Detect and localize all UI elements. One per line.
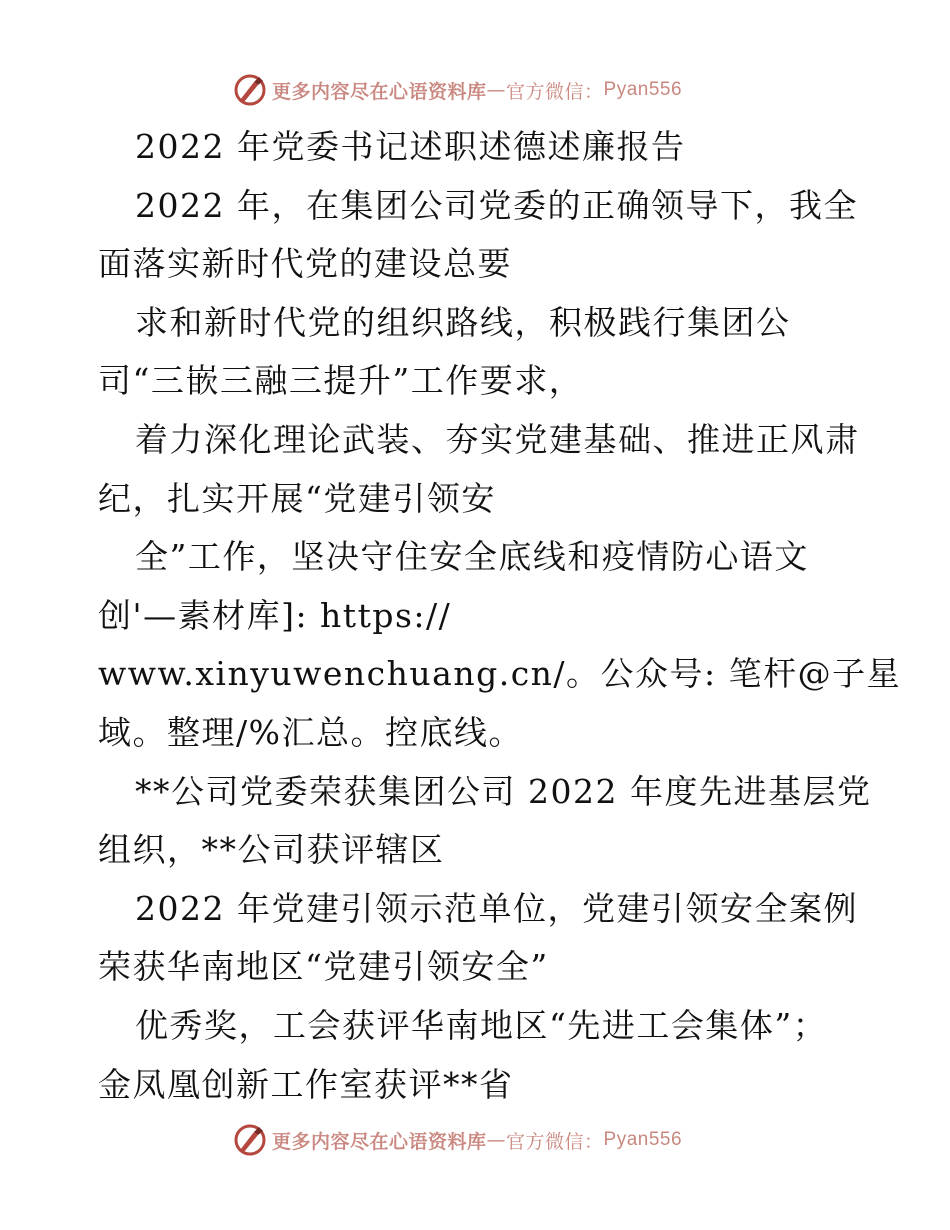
doc-line: 金凤凰创新工作室获评**省 [98,1064,514,1104]
doc-line: 全”工作，坚决守住安全底线和疫情防心语文 [135,537,809,577]
watermark-main-text: 更多内容尽在心语资料库 [272,1130,487,1153]
doc-line: 域。整理/%汇总。控底线。 [98,712,523,752]
doc-line: **公司党委荣获集团公司 2022 年度先进基层党 [135,771,872,811]
doc-line: 组织，**公司获评辖区 [98,830,445,870]
doc-line: 求和新时代党的组织路线，积极践行集团公 [135,302,791,342]
doc-line: 2022 年党委书记述职述德述廉报告 [135,127,686,166]
pen-logo-icon [232,72,268,108]
doc-line: 2022 年党建引领示范单位，党建引领安全案例 [135,888,858,928]
doc-line: www.xinyuwenchuang.cn/。公众号: 笔杆@子星 [98,654,902,694]
watermark-separator: — [486,1129,507,1151]
doc-line: 荣获华南地区“党建引领安全” [98,947,549,987]
watermark-banner-top [232,70,752,110]
watermark-wechat-label: 官方微信： [506,80,604,103]
doc-line: 2022 年，在集团公司党委的正确领导下，我全 [135,185,858,225]
doc-line: 司“三嵌三融三提升”工作要求， [98,361,584,401]
doc-line: 优秀奖，工会获评华南地区“先进工会集体”； [135,1005,828,1045]
document-body [98,118,902,1114]
doc-line: 着力深化理论武装、夯实党建基础、推进正风肃 [135,419,860,459]
watermark-wechat-label: 官方微信： [506,1130,604,1153]
watermark-wechat-id: Pyan556 [603,79,683,100]
doc-line: 纪，扎实开展“党建引领安 [98,478,496,518]
pen-logo-icon [232,1122,268,1158]
doc-line: 面落实新时代党的建设总要 [98,244,512,284]
watermark-wechat-id: Pyan556 [603,1129,683,1150]
watermark-separator: — [486,79,507,101]
doc-line: 创'—素材库]: https:// [98,595,452,635]
watermark-main-text: 更多内容尽在心语资料库 [272,80,487,103]
watermark-banner-bottom [232,1120,752,1160]
